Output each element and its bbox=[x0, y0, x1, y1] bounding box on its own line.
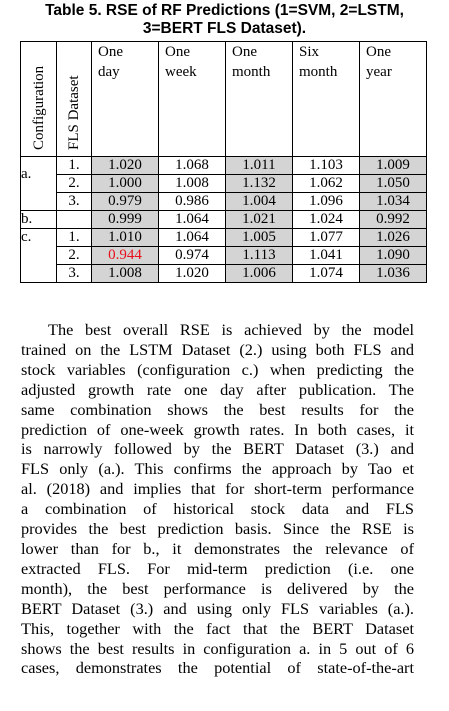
value-cell: 0.999 bbox=[92, 211, 159, 229]
value-cell: 1.096 bbox=[293, 193, 360, 211]
rse-table bbox=[20, 41, 427, 283]
paragraph-line: prediction of one-week growth rates. In both cases, it bbox=[21, 419, 414, 439]
value-cell: 1.074 bbox=[293, 265, 360, 283]
paragraph-line: is narrowly followed by the BERT Dataset (3.) and bbox=[21, 439, 414, 459]
paragraph-line: adjusted growth rate one day after publication. The bbox=[21, 379, 414, 399]
caption-line-2: 3=BERT FLS Dataset). bbox=[142, 20, 307, 37]
value-cell: 0.979 bbox=[92, 193, 159, 211]
paragraph-line: same combination shows the best results for the bbox=[21, 399, 414, 419]
value-cell: 1.005 bbox=[226, 229, 293, 247]
value-cell: 1.009 bbox=[360, 157, 427, 175]
table-row bbox=[21, 265, 427, 283]
value-cell: 1.077 bbox=[293, 229, 360, 247]
table-caption bbox=[0, 2, 449, 38]
value-cell: 1.062 bbox=[293, 175, 360, 193]
paragraph-line: stock variables (configuration c.) when predicting the bbox=[21, 359, 414, 379]
value-cell: 1.011 bbox=[226, 157, 293, 175]
paragraph-line: FLS only (a.). This confirms the approach by Tao et bbox=[21, 459, 414, 479]
paragraph-line: extracted FLS. For mid-term prediction (i.e. one bbox=[21, 558, 414, 578]
caption-line-1: Table 5. RSE of RF Predictions (1=SVM, 2=LSTM, bbox=[45, 2, 404, 19]
paragraph-line: month), the best performance is delivered by the bbox=[21, 578, 414, 598]
dataset-cell: 3. bbox=[57, 193, 92, 211]
header-one-day: One day bbox=[92, 42, 159, 157]
paragraph-line: cases, demonstrates the potential of state-of-the-art bbox=[21, 658, 414, 678]
value-cell: 1.103 bbox=[293, 157, 360, 175]
value-cell: 1.036 bbox=[360, 265, 427, 283]
value-cell-overall-best: 0.944 bbox=[92, 247, 159, 265]
value-cell: 1.034 bbox=[360, 193, 427, 211]
paragraph-line: This, together with the fact that the BERT Dataset bbox=[21, 618, 414, 638]
value-cell: 1.064 bbox=[159, 229, 226, 247]
paragraph-line: trained on the LSTM Dataset (2.) using both FLS and bbox=[21, 339, 414, 359]
value-cell: 1.008 bbox=[92, 265, 159, 283]
dataset-cell: 2. bbox=[57, 175, 92, 193]
table-row bbox=[21, 229, 427, 247]
dataset-cell: 1. bbox=[57, 157, 92, 175]
value-cell: 1.008 bbox=[159, 175, 226, 193]
paragraph-line: al. (2018) and implies that for short-term performance bbox=[21, 479, 414, 499]
config-a: a. bbox=[21, 157, 57, 211]
table-row bbox=[21, 175, 427, 193]
value-cell-best: 1.024 bbox=[293, 211, 360, 229]
value-cell: 1.026 bbox=[360, 229, 427, 247]
paragraph-line: The best overall RSE is achieved by the model bbox=[48, 320, 414, 339]
value-cell: 1.090 bbox=[360, 247, 427, 265]
dataset-cell: 2. bbox=[57, 247, 92, 265]
value-cell: 1.006 bbox=[226, 265, 293, 283]
table-row bbox=[21, 211, 427, 229]
value-cell: 1.010 bbox=[92, 229, 159, 247]
value-cell-best: 0.974 bbox=[159, 247, 226, 265]
value-cell: 0.986 bbox=[159, 193, 226, 211]
paragraph-line: provides the best prediction basis. Since the RSE is bbox=[21, 519, 414, 539]
value-cell: 1.020 bbox=[92, 157, 159, 175]
value-cell: 1.050 bbox=[360, 175, 427, 193]
value-cell: 1.068 bbox=[159, 157, 226, 175]
config-c: c. bbox=[21, 229, 57, 283]
paragraph-line: shows the best results in configuration a. in 5 out of 6 bbox=[21, 638, 414, 658]
header-configuration: Configuration bbox=[21, 42, 57, 157]
paragraph-line: BERT Dataset (3.) and using only FLS variables (a.). bbox=[21, 598, 414, 618]
value-cell: 1.041 bbox=[293, 247, 360, 265]
value-cell: 1.113 bbox=[226, 247, 293, 265]
table-row bbox=[21, 157, 427, 175]
value-cell-best: 1.004 bbox=[226, 193, 293, 211]
dataset-cell bbox=[57, 211, 92, 229]
value-cell: 1.064 bbox=[159, 211, 226, 229]
table-row bbox=[21, 247, 427, 265]
value-cell: 1.132 bbox=[226, 175, 293, 193]
body-paragraph bbox=[21, 320, 414, 678]
header-one-year: One year bbox=[360, 42, 427, 157]
value-cell-best: 0.992 bbox=[360, 211, 427, 229]
value-cell: 1.020 bbox=[159, 265, 226, 283]
table-header-row bbox=[21, 42, 427, 157]
dataset-cell: 1. bbox=[57, 229, 92, 247]
paragraph-line: a combination of historical stock data and FLS bbox=[21, 499, 414, 519]
header-fls-dataset: FLS Dataset bbox=[57, 42, 92, 157]
value-cell: 1.000 bbox=[92, 175, 159, 193]
config-b: b. bbox=[21, 211, 57, 229]
header-six-month: Six month bbox=[293, 42, 360, 157]
dataset-cell: 3. bbox=[57, 265, 92, 283]
paragraph-line: lower than for b., it demonstrates the relevance of bbox=[21, 538, 414, 558]
header-one-week: One week bbox=[159, 42, 226, 157]
table-row bbox=[21, 193, 427, 211]
value-cell: 1.021 bbox=[226, 211, 293, 229]
header-one-month: One month bbox=[226, 42, 293, 157]
